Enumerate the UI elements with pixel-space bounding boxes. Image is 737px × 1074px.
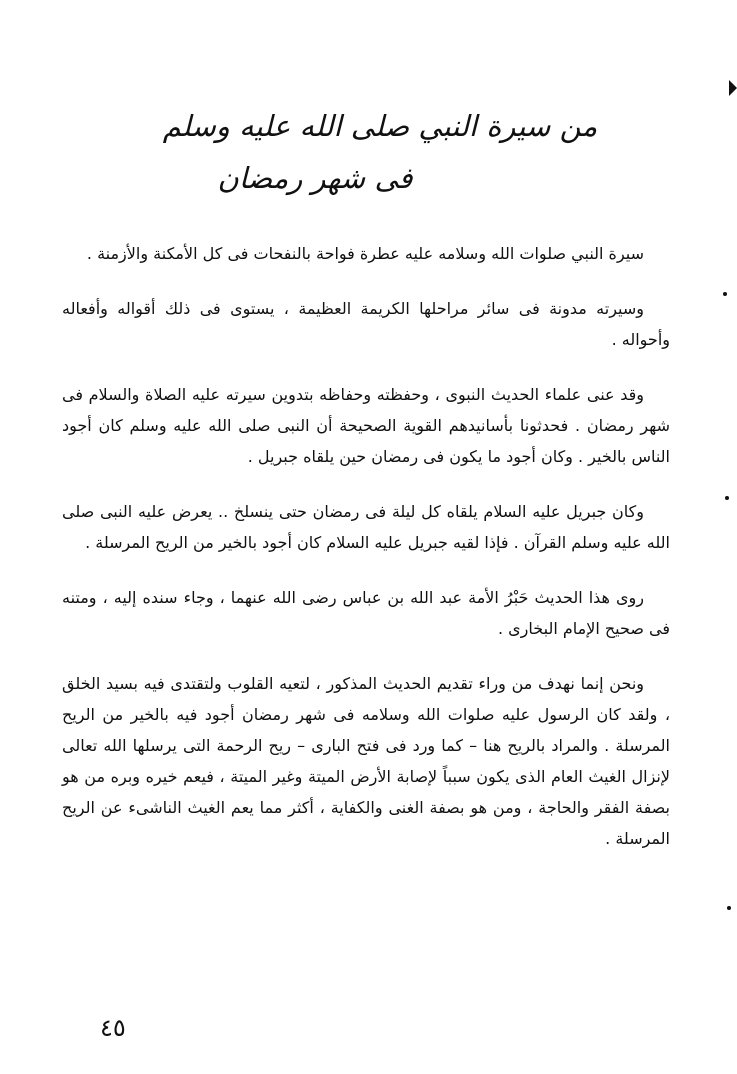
- paragraph: وسيرته مدونة فى سائر مراحلها الكريمة العظيمة ، يستوى فى ذلك أقواله وأفعاله وأحواله .: [62, 299, 670, 349]
- margin-dot-icon: [727, 906, 731, 910]
- paragraph: سيرة النبي صلوات الله وسلامه عليه عطرة فواحة بالنفحات فى كل الأمكنة والأزمنة .: [86, 244, 644, 263]
- margin-dot-icon: [723, 292, 727, 296]
- margin-arrow-icon: [729, 80, 737, 96]
- margin-dot-icon: [725, 496, 729, 500]
- paragraph: وقد عنى علماء الحديث النبوى ، وحفظته وحفاظه بتدوين سيرته عليه الصلاة والسلام فى شهر رمضان . فحدثونا بأسانيدهم القوية الصحيحة أن النبى صلى الله عليه وسلم كان أجود الناس بالخير . وكان أجود ما يكون فى رمضان حين يلقاه جبريل .: [62, 385, 670, 466]
- page-number: ٤٥: [100, 1014, 126, 1042]
- paragraph: روى هذا الحديث حَبْرُ الأمة عبد الله بن عباس رضى الله عنهما ، وجاء سنده إليه ، ومتنه فى صحيح الإمام البخارى .: [62, 588, 670, 638]
- chapter-title-line-1: من سيرة النبي صلى الله عليه وسلم: [162, 109, 598, 143]
- paragraph: وكان جبريل عليه السلام يلقاه كل ليلة فى رمضان حتى ينسلخ .. يعرض عليه النبى صلى الله عليه وسلم القرآن . فإذا لقيه جبريل عليه السلام كان أجود بالخير من الريح المرسلة .: [62, 502, 670, 552]
- body-text: [62, 238, 670, 878]
- chapter-title: [150, 100, 610, 204]
- paragraph: ونحن إنما نهدف من وراء تقديم الحديث المذكور ، لتعيه القلوب ولتقتدى فيه بسيد الخلق ، ولقد كان الرسول عليه صلوات الله وسلامه فى شهر رمضان أجود فيه بالخير من الريح المرسلة . والمراد بالريح هنا – كما ورد فى فتح البارى – ريح الرحمة التى يرسلها الله تعالى لإنزال الغيث العام الذى يكون سبباً لإصابة الأرض الميتة وغير الميتة ، فيعم خيره وبره من هو بصفة الفقر والحاجة ، ومن هو بصفة الغنى والكفاية ، أكثر مما يعم الغيث الناشىء عن الريح المرسلة .: [62, 674, 670, 848]
- chapter-title-line-2: فى شهر رمضان: [217, 161, 413, 195]
